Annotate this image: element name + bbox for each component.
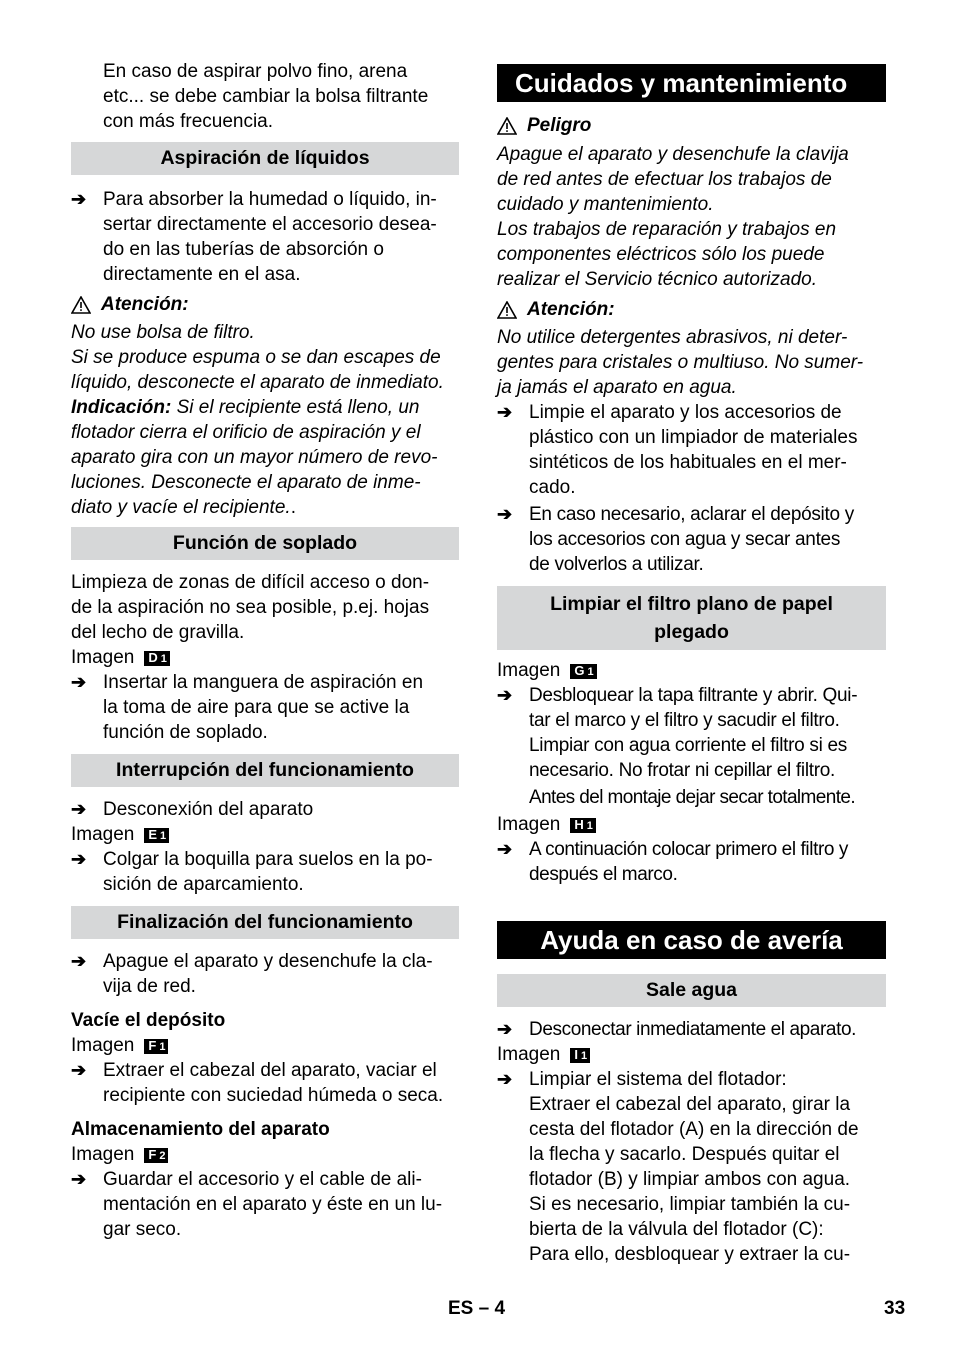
- text-line: del lecho de gravilla.: [71, 622, 245, 643]
- section-heading-finish: Finalización del funcionamiento: [71, 906, 459, 939]
- right-column: [497, 64, 886, 1267]
- text-line: recipiente con suciedad húmeda o seca.: [103, 1085, 444, 1106]
- text-line: después el marco.: [529, 864, 678, 885]
- figure-ref-badge: [570, 664, 596, 679]
- text-line: flotador cierra el orificio de aspiración y el: [71, 422, 421, 443]
- text-line: Guardar el accesorio y el cable de ali-: [103, 1169, 422, 1190]
- warning-triangle-icon: [497, 117, 517, 135]
- text-line: Limpiar con agua corriente el filtro si es: [529, 735, 847, 756]
- image-label: Imagen: [497, 1044, 561, 1065]
- text-line: ja jamás el aparato en agua.: [497, 377, 737, 398]
- bullet-item: [71, 670, 459, 745]
- chapter-heading-troubleshooting: Ayuda en caso de avería: [497, 921, 886, 959]
- text-line: necesario. No frotar ni cepillar el filtro.: [529, 760, 836, 781]
- arrow-right-icon: ➔: [71, 1060, 87, 1080]
- text-line: En caso necesario, aclarar el depósito y: [529, 504, 854, 525]
- bullet-item: [497, 1017, 886, 1042]
- text-line: de volverlos a utilizar.: [529, 554, 704, 575]
- ref-number: 1: [581, 1050, 588, 1062]
- section-heading-blow-function: Función de soplado: [71, 527, 459, 560]
- text-line: componentes eléctricos sólo los puede: [497, 244, 825, 265]
- text-line: bierta de la válvula del flotador (C):: [529, 1219, 824, 1240]
- text-line: tar el marco y el filtro y sacudir el filtro.: [529, 710, 840, 731]
- text-line: función de soplado.: [103, 722, 268, 743]
- image-label: Imagen: [497, 814, 561, 835]
- text-line: vija de red.: [103, 976, 196, 997]
- ref-letter: F: [148, 1038, 160, 1053]
- bullet-item: [497, 837, 886, 887]
- text-line: aparato gira con un mayor número de revo-: [71, 447, 438, 468]
- figure-ref-badge: [144, 1148, 168, 1163]
- footer-language-page: ES – 4: [448, 1298, 506, 1319]
- text-line: Extraer el cabezal del aparato, girar la: [529, 1094, 851, 1115]
- image-label: Imagen: [71, 824, 135, 845]
- ref-number: 2: [159, 1150, 166, 1162]
- text-line: A continuación colocar primero el filtro y: [529, 839, 849, 860]
- attention-text: Atención:: [101, 294, 189, 315]
- text-span: .: [290, 497, 296, 518]
- image-reference: [497, 1042, 886, 1067]
- section-heading-interruption: Interrupción del funcionamiento: [71, 754, 459, 787]
- text-line: Los trabajos de reparación y trabajos en: [497, 219, 837, 240]
- warning-triangle-icon: [71, 296, 91, 314]
- attention-label: [71, 292, 459, 317]
- arrow-right-icon: ➔: [497, 1069, 513, 1089]
- text-line: la toma de aire para que se active la: [103, 697, 410, 718]
- text-line: líquido, desconecte el aparato de inmediato.: [71, 372, 444, 393]
- ref-number: 1: [586, 820, 593, 832]
- arrow-right-icon: ➔: [497, 839, 513, 859]
- section-heading-water-leak: Sale agua: [497, 974, 886, 1007]
- text-line: Desbloquear la tapa filtrante y abrir. Qui-: [529, 685, 858, 706]
- image-reference: [71, 1142, 459, 1167]
- text-line: sición de aparcamiento.: [103, 874, 304, 895]
- arrow-right-icon: ➔: [497, 685, 513, 705]
- text-line: Limpie el aparato y los accesorios de: [529, 402, 842, 423]
- arrow-right-icon: ➔: [71, 672, 87, 692]
- text-line: Desconectar inmediatamente el aparato.: [529, 1019, 856, 1040]
- section-heading-flat-filter: [497, 586, 886, 650]
- danger-body: [497, 142, 886, 292]
- text-line: No utilice detergentes abrasivos, ni deter-: [497, 327, 848, 348]
- indication-text: Si el recipiente está lleno, un: [171, 397, 420, 418]
- text-line: Limpiar el sistema del flotador:: [529, 1069, 787, 1090]
- arrow-right-icon: ➔: [497, 504, 513, 524]
- arrow-right-icon: ➔: [71, 189, 87, 209]
- text-line: etc... se debe cambiar la bolsa filtrante: [103, 86, 429, 107]
- text-line: [71, 495, 459, 520]
- text-line: Si es necesario, limpiar también la cu-: [529, 1194, 851, 1215]
- indication-label: Indicación:: [71, 397, 172, 418]
- image-label: Imagen: [71, 1035, 135, 1056]
- footer-page-number: 33: [884, 1298, 906, 1319]
- text-line: de la aspiración no sea posible, p.ej. hojas: [71, 597, 430, 618]
- ref-letter: D: [148, 650, 161, 665]
- arrow-right-icon: ➔: [71, 849, 87, 869]
- heading-line: plegado: [654, 621, 729, 643]
- figure-ref-badge: [144, 651, 170, 666]
- danger-text: Peligro: [527, 115, 592, 136]
- text-line: cuidado y mantenimiento.: [497, 194, 714, 215]
- figure-ref-badge: [144, 1039, 168, 1054]
- text-line: Limpieza de zonas de difícil acceso o don-: [71, 572, 430, 593]
- heading-line: Limpiar el filtro plano de papel: [550, 593, 833, 615]
- text-line: Extraer el cabezal del aparato, vaciar el: [103, 1060, 437, 1081]
- text-line: flotador (B) y limpiar ambos con agua.: [529, 1169, 851, 1190]
- text-line: Para absorber la humedad o líquido, in-: [103, 189, 437, 210]
- bullet-item: [497, 502, 886, 577]
- image-reference: [71, 822, 459, 847]
- arrow-right-icon: ➔: [497, 402, 513, 422]
- figure-ref-badge: [144, 828, 169, 843]
- figure-ref-badge: [570, 1048, 590, 1063]
- text-line: Apague el aparato y desenchufe la clavija: [497, 144, 849, 165]
- left-column: [71, 58, 459, 1242]
- danger-label: [497, 113, 886, 138]
- text-line: En caso de aspirar polvo fino, arena: [103, 61, 408, 82]
- arrow-right-icon: ➔: [71, 1169, 87, 1189]
- text-line: Colgar la boquilla para suelos en la po-: [103, 849, 433, 870]
- text-line: Si se produce espuma o se dan escapes de: [71, 347, 441, 368]
- attention-label: [497, 297, 886, 322]
- arrow-right-icon: ➔: [71, 799, 87, 819]
- indication-line: [71, 395, 459, 420]
- image-reference: [71, 645, 459, 670]
- text-line: gentes para cristales o multiuso. No sumer-: [497, 352, 864, 373]
- arrow-right-icon: ➔: [71, 951, 87, 971]
- bullet-item: [71, 1167, 459, 1242]
- text-line: Antes del montaje dejar secar totalmente.: [529, 787, 856, 808]
- ref-letter: G: [574, 663, 588, 678]
- bullet-item: [71, 187, 459, 287]
- text-span: diato y vacíe el recipiente.: [71, 497, 291, 518]
- text-line: directamente en el asa.: [103, 264, 301, 285]
- bullet-item: [497, 683, 886, 810]
- section-heading-liquid-suction: Aspiración de líquidos: [71, 142, 459, 175]
- ref-letter: H: [574, 817, 587, 832]
- text-line: do en las tuberías de absorción o: [103, 239, 384, 260]
- attention-body: [71, 320, 459, 520]
- warning-triangle-icon: [497, 301, 517, 319]
- ref-number: 1: [587, 666, 594, 678]
- text-line: sintéticos de los habituales en el mer-: [529, 452, 847, 473]
- text-line: gar seco.: [103, 1219, 182, 1240]
- text-line: Para ello, desbloquear y extraer la cu-: [529, 1244, 851, 1265]
- text-line: Apague el aparato y desenchufe la cla-: [103, 951, 433, 972]
- text-line: mentación en el aparato y éste en un lu-: [103, 1194, 443, 1215]
- bullet-item: [497, 400, 886, 500]
- ref-letter: E: [148, 827, 161, 842]
- ref-number: 1: [160, 830, 167, 842]
- image-reference: [497, 658, 886, 683]
- text-line: Desconexión del aparato: [103, 799, 314, 820]
- text-line: la flecha y sacarlo. Después quitar el: [529, 1144, 840, 1165]
- text-line: de red antes de efectuar los trabajos de: [497, 169, 832, 190]
- image-label: Imagen: [71, 647, 135, 668]
- text-line: con más frecuencia.: [103, 111, 274, 132]
- image-label: Imagen: [71, 1144, 135, 1165]
- bullet-item: [71, 847, 459, 897]
- arrow-right-icon: ➔: [497, 1019, 513, 1039]
- text-line: luciones. Desconecte el aparato de inme-: [71, 472, 421, 493]
- text-line: realizar el Servicio técnico autorizado.: [497, 269, 817, 290]
- image-label: Imagen: [497, 660, 561, 681]
- figure-ref-badge: [570, 818, 596, 833]
- ref-number: 1: [160, 653, 167, 665]
- text-line: cado.: [529, 477, 576, 498]
- blow-text: [71, 570, 459, 670]
- image-reference: [497, 812, 886, 837]
- bullet-item: [497, 1067, 886, 1267]
- text-line: los accesorios con agua y secar antes: [529, 529, 841, 550]
- chapter-heading-care: Cuidados y mantenimiento: [497, 64, 886, 102]
- text-line: No use bolsa de filtro.: [71, 322, 255, 343]
- subheading-storage: Almacenamiento del aparato: [71, 1119, 330, 1140]
- attention-body: [497, 325, 886, 400]
- ref-letter: I: [574, 1047, 581, 1062]
- text-line: plástico con un limpiador de materiales: [529, 427, 858, 448]
- subheading-empty-tank: Vacíe el depósito: [71, 1010, 226, 1031]
- ref-number: 1: [159, 1041, 166, 1053]
- text-line: Insertar la manguera de aspiración en: [103, 672, 424, 693]
- bullet-item: [71, 1058, 459, 1108]
- intro-text: [71, 59, 459, 134]
- text-line: sertar directamente el accesorio desea-: [103, 214, 437, 235]
- bullet-item: [71, 797, 459, 822]
- text-line: cesta del flotador (A) en la dirección de: [529, 1119, 859, 1140]
- image-reference: [71, 1033, 459, 1058]
- attention-text: Atención:: [527, 299, 615, 320]
- ref-letter: F: [148, 1147, 160, 1162]
- bullet-item: [71, 949, 459, 999]
